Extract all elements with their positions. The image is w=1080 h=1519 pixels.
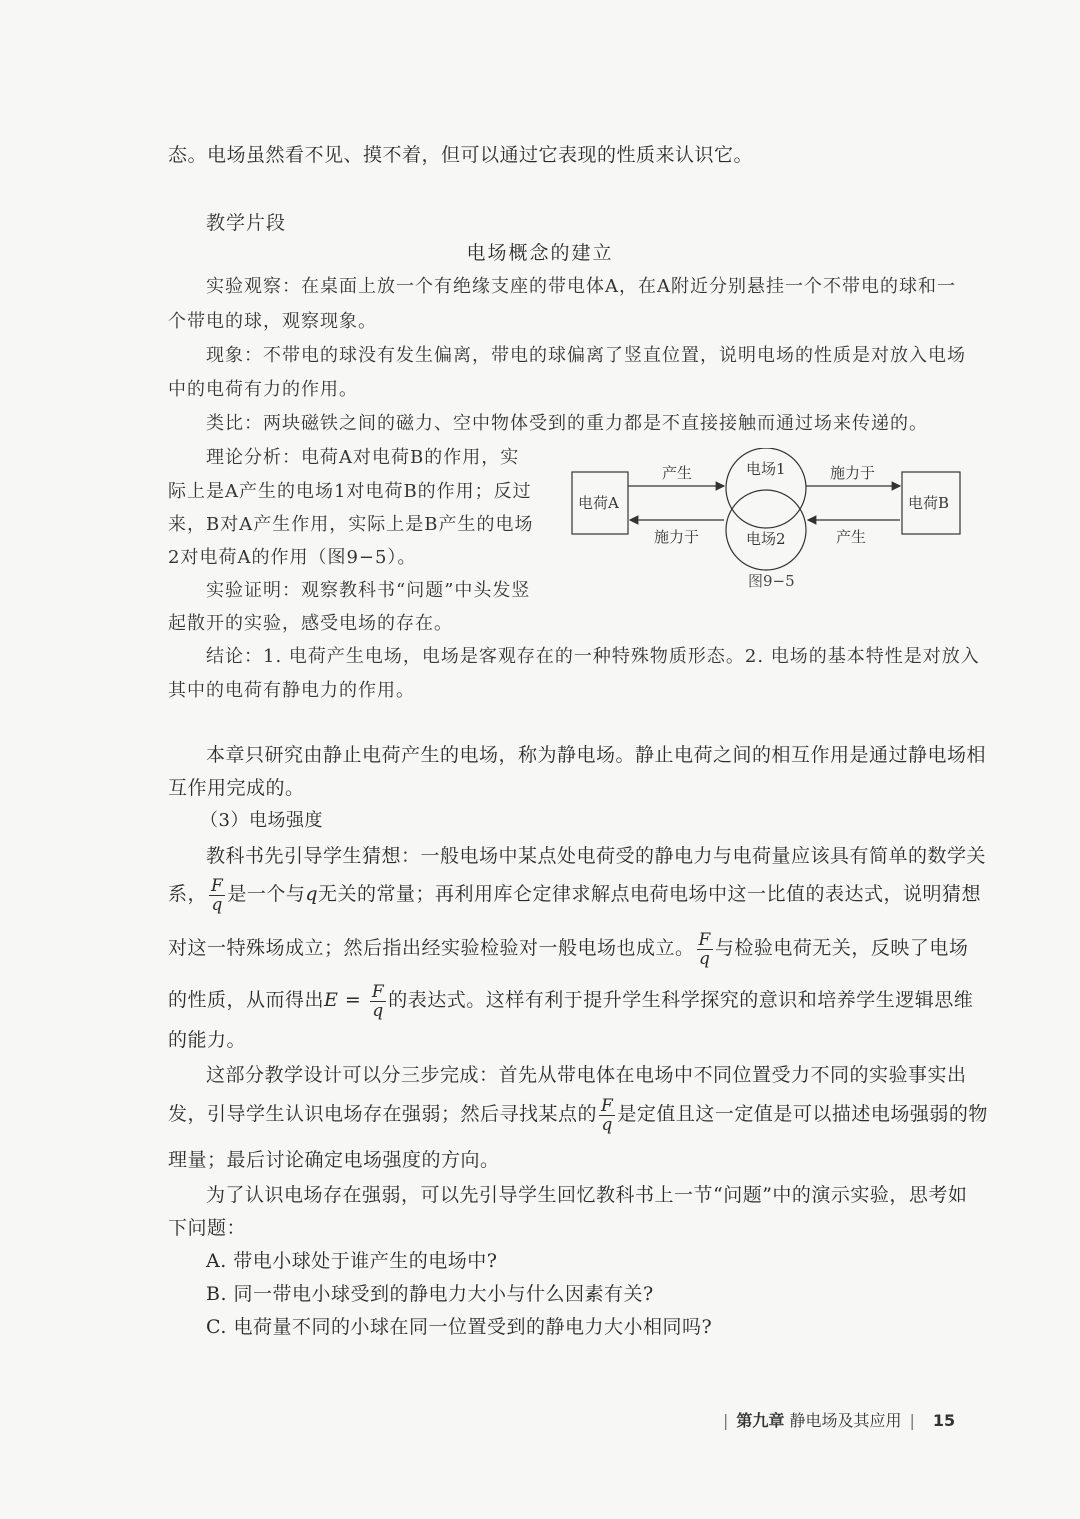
body-p3-line2: 发，引导学生认识电场存在强弱；然后寻找某点的 $\frac{F}{q}$ 是定值且这一定值是可以描述电场强弱的物 [168, 1095, 988, 1135]
kai-line-9: 2对电荷A的作用（图9−5）。 [168, 547, 417, 568]
body-p1-line1: 本章只研究由静止电荷产生的电场，称为静电场。静止电荷之间的相互作用是通过静电场相 [206, 744, 987, 766]
body-p3-line1: 这部分教学设计可以分三步完成：首先从带电体在电场中不同位置受力不同的实验事实出 [206, 1064, 967, 1086]
field-1-label: 电场1 [746, 460, 786, 478]
fraction-f-over-q: $\frac{F}{q}$ [371, 981, 385, 1021]
body-p4-line2: 下问题： [168, 1217, 247, 1239]
act-top-label: 施力于 [830, 464, 876, 482]
body-p2-line2: 系， $\frac{F}{q}$ 是一个与q无关的常量；再利用库仑定律求解点电荷电场中这一比值的表达式，说明猜想 [168, 875, 982, 915]
footer-divider: | [723, 1411, 729, 1430]
kai-line-13: 其中的电荷有静电力的作用。 [168, 680, 415, 701]
footer-divider: | [909, 1411, 915, 1430]
kai-line-2: 个带电的球，观察现象。 [168, 311, 377, 332]
kai-line-6: 理论分析：电荷A对电荷B的作用，实 [206, 447, 520, 468]
fraction-f-over-q: $\frac{F}{q}$ [601, 1095, 614, 1135]
charge-a-label: 电荷A [578, 494, 619, 512]
section-label: 教学片段 [206, 212, 287, 234]
act-bottom-label: 施力于 [654, 528, 700, 546]
question-a: A. 带电小球处于谁产生的电场中? [206, 1250, 498, 1272]
body-p2-line4: 的性质，从而得出E = $\frac{F}{q}$ 的表达式。这样有利于提升学生科学探究的意识和培养学生逻辑思维 [168, 981, 974, 1021]
kai-line-8: 来，B对A产生作用，实际上是B产生的电场 [168, 514, 534, 535]
body-p4-line1: 为了认识电场存在强弱，可以先引导学生回忆教科书上一节“问题”中的演示实验，思考如 [206, 1184, 968, 1206]
question-c: C. 电荷量不同的小球在同一位置受到的静电力大小相同吗? [206, 1316, 713, 1338]
kai-line-7: 际上是A产生的电场1对电荷B的作用；反过 [168, 481, 532, 502]
footer-chapter: 第九章 [736, 1411, 785, 1430]
body-p3-line3: 理量；最后讨论确定电场强度的方向。 [168, 1149, 500, 1171]
produce-bottom-label: 产生 [836, 528, 867, 546]
charge-b-label: 电荷B [908, 494, 950, 512]
body-p1-line2: 互作用完成的。 [168, 777, 305, 799]
field-2-label: 电场2 [746, 530, 786, 548]
page-footer [715, 1408, 955, 1431]
top-line: 态。电场虽然看不见、摸不着，但可以通过它表现的性质来认识它。 [168, 144, 754, 166]
produce-top-label: 产生 [662, 464, 693, 482]
figure-caption: 图9−5 [748, 572, 795, 590]
body-p2-line5: 的能力。 [168, 1029, 247, 1051]
fraction-f-over-q: $\frac{F}{q}$ [211, 875, 224, 915]
kai-line-3: 现象：不带电的球没有发生偏离，带电的球偏离了竖直位置，说明电场的性质是对放入电场 [206, 345, 966, 366]
kai-line-1: 实验观察：在桌面上放一个有绝缘支座的带电体A，在A附近分别悬挂一个不带电的球和一 [206, 276, 956, 297]
footer-title: 静电场及其应用 [789, 1411, 902, 1430]
body-p2-line3: 对这一特殊场成立；然后指出经实验检验对一般电场也成立。 $\frac{F}{q}$ 与检验电荷无关，反映了电场 [168, 929, 969, 969]
heading-field-strength: （3）电场强度 [200, 810, 323, 831]
kai-line-5: 类比：两块磁铁之间的磁力、空中物体受到的重力都是不直接接触而通过场来传递的。 [206, 413, 928, 434]
question-b: B. 同一带电小球受到的静电力大小与什么因素有关? [206, 1283, 654, 1305]
kai-line-10: 实验证明：观察教科书“问题”中头发竖 [206, 580, 531, 601]
kai-line-12: 结论：1. 电荷产生电场，电场是客观存在的一种特殊物质形态。2. 电场的基本特性是对放入 [206, 646, 980, 667]
kai-line-4: 中的电荷有力的作用。 [168, 379, 358, 400]
fraction-f-over-q: $\frac{F}{q}$ [698, 929, 711, 969]
section-title: 电场概念的建立 [466, 242, 614, 264]
page-number: 15 [932, 1411, 956, 1430]
body-p2-line1: 教科书先引导学生猜想：一般电场中某点处电荷受的静电力与电荷量应该具有简单的数学关 [206, 845, 987, 867]
kai-line-11: 起散开的实验，感受电场的存在。 [168, 613, 453, 634]
